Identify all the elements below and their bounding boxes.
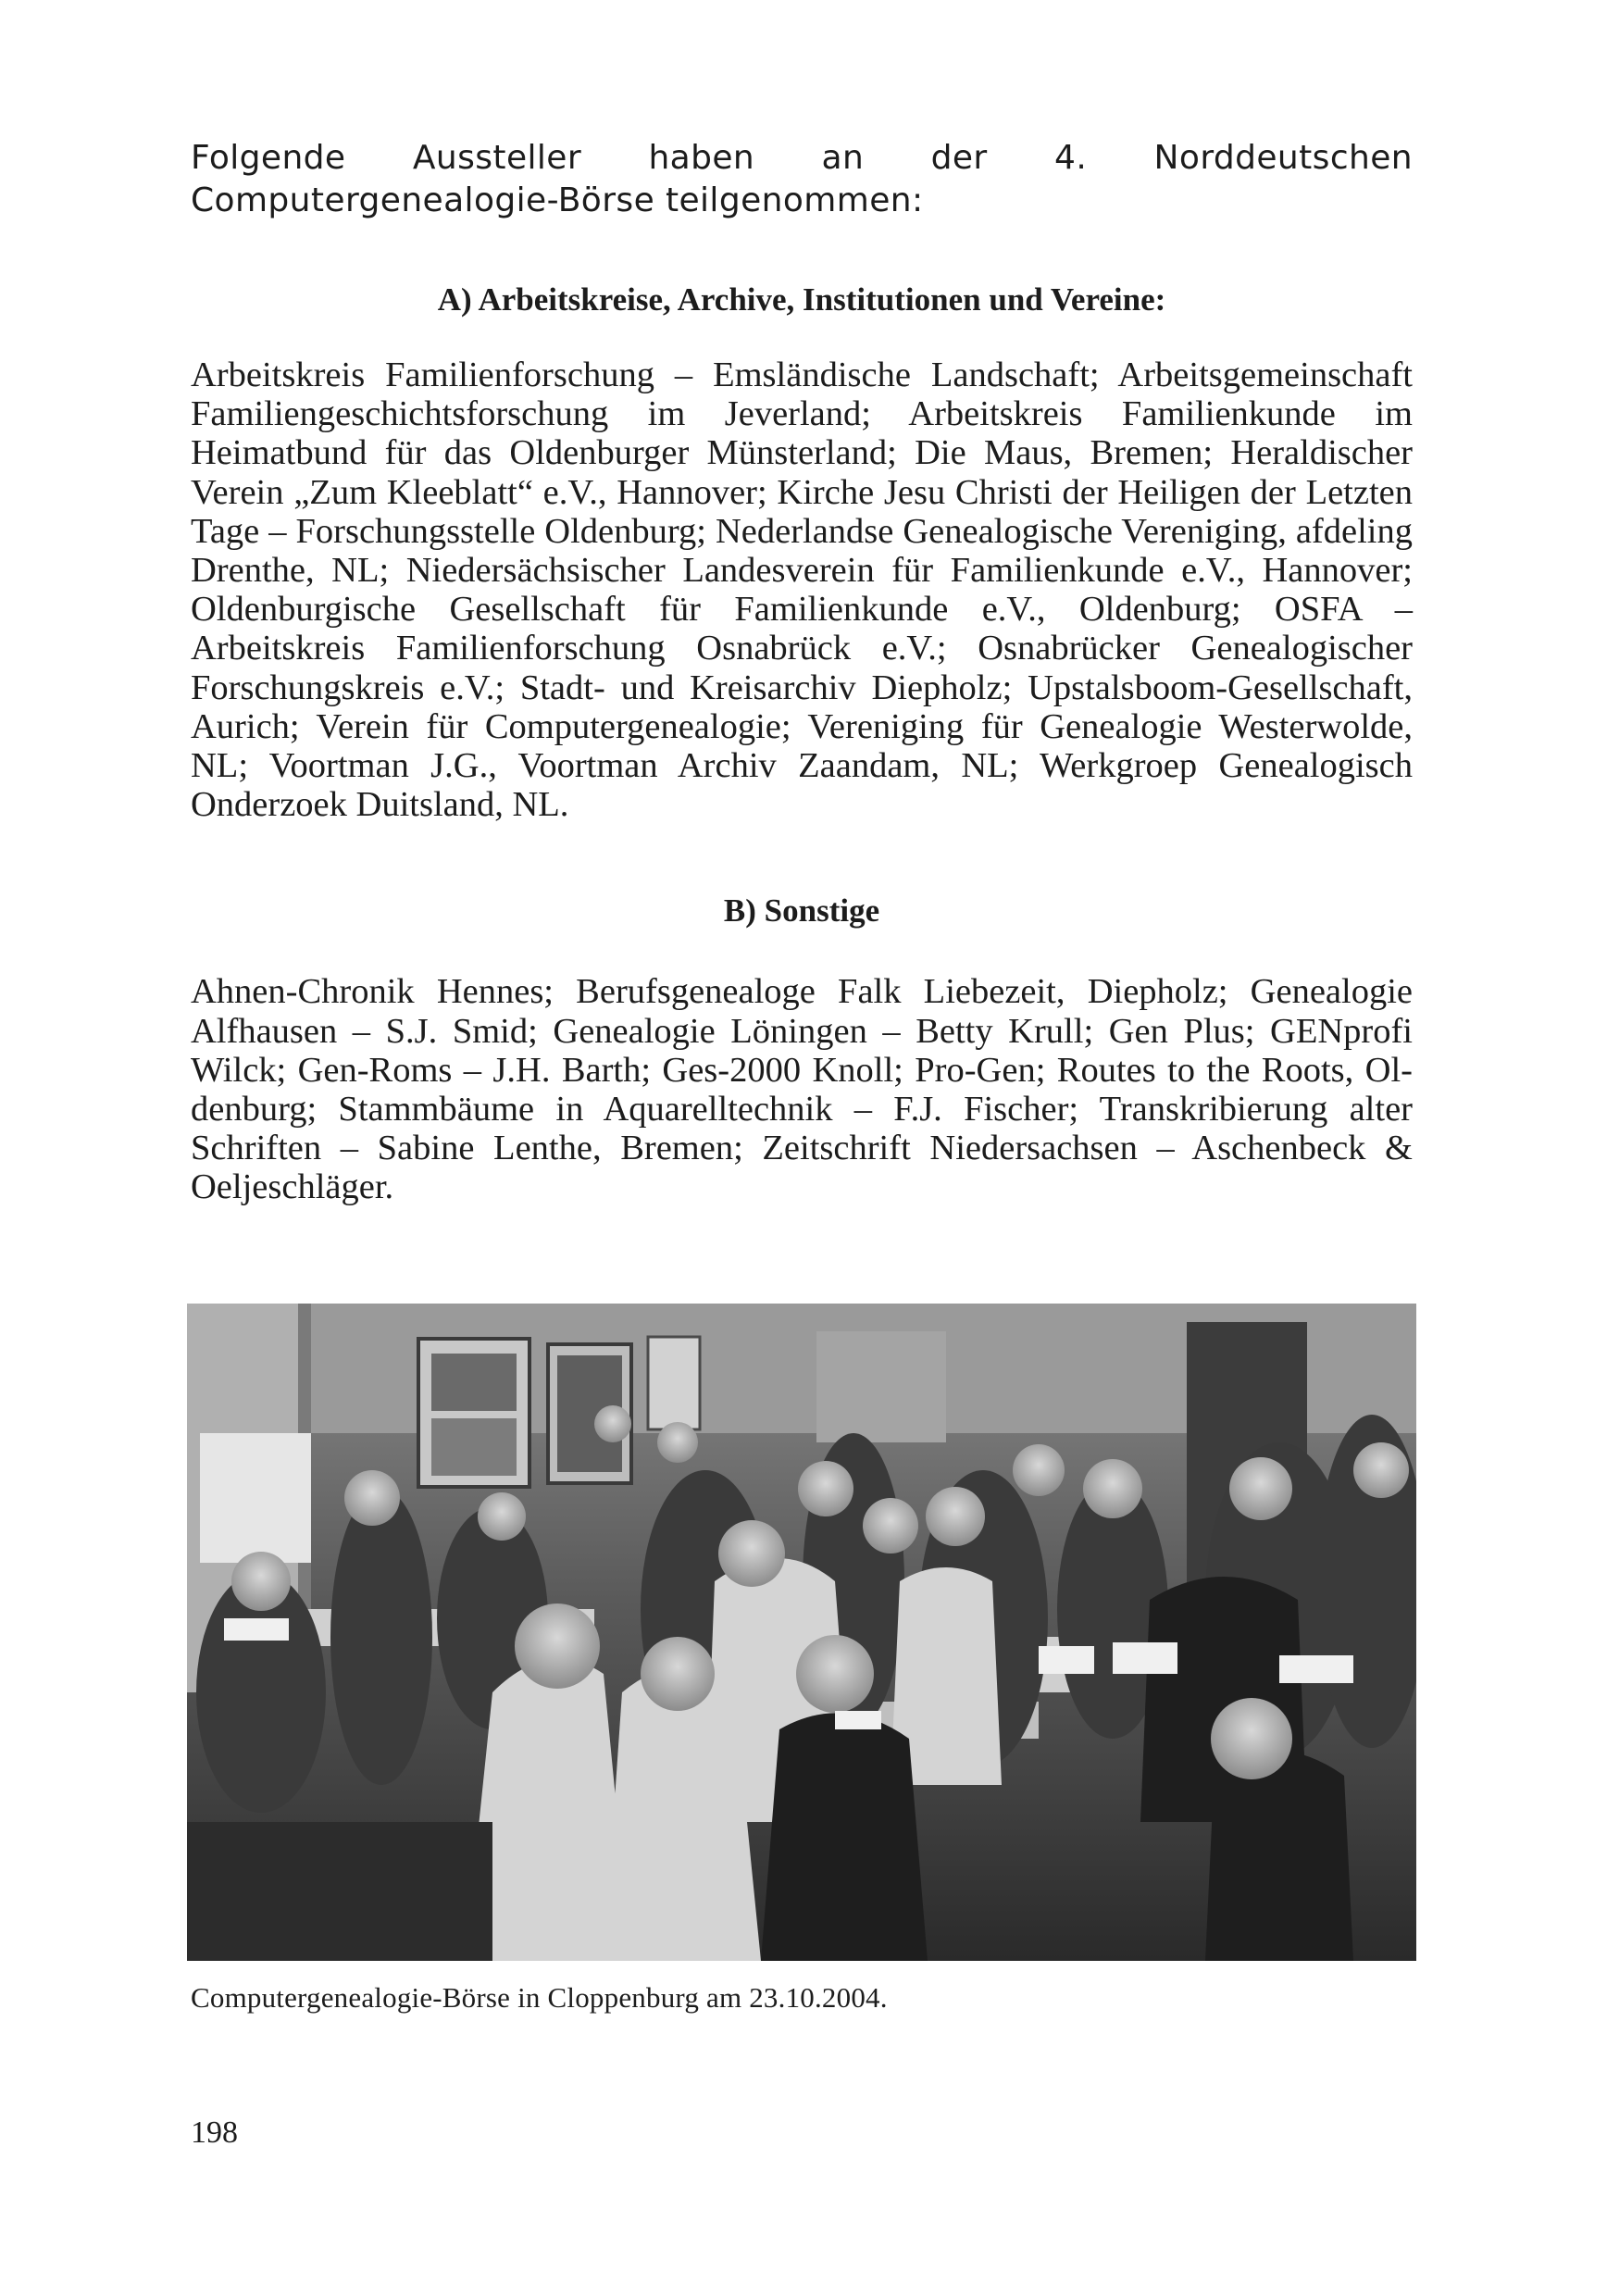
page-number: 198 [191,2115,238,2150]
section-a-text: Arbeitskreis Familienforschung – Emsländische Landschaft; Arbeitsgemeinschaft Familiengeschichtsforschung im Jeverland; Arbeitskreis Familienkunde im Heimatbund für das Oldenburger Münsterland; Die Maus, Bremen; Heraldischer Verein „Zum Kleeblatt“ e.V., Hannover; Kirche Jesu Christi der Heiligen der Letzten Tage – Forschungsstelle Oldenburg; Nederlandse Genealogische Vereniging, afdeling Drenthe, NL; Niedersächsischer Landesverein für Familienkunde e.V., Hannover; Oldenburgische Gesellschaft für Familienkunde e.V., Oldenburg; OSFA – Arbeitskreis Familienforschung Osnabrück e.V.; Osnabrücker Genealogischer Forschungskreis e.V.; Stadt- und Kreisarchiv Diepholz; Upstalsboom-Gesellschaft, Aurich; Verein für Computergenealogie; Vereniging für Genealogie Westerwolde, NL; Voortman J.G., Voortman Archiv Zaandam, NL; Werkgroep Genealogisch Onderzoek Duitsland, NL. [191,356,1413,825]
event-photo [187,1304,1416,1961]
photo-caption: Computergenealogie-Börse in Cloppenburg am 23.10.2004. [191,1981,888,2014]
section-a-heading: A) Arbeitskreise, Archive, Institutionen und Vereine: [437,281,1166,318]
section-b-text: Ahnen-Chronik Hennes; Berufsgenealoge Falk Liebezeit, Diepholz; Genealogie Alfhausen – S.J. Smid; Genealogie Löningen – Betty Krull; Gen Plus; GENprofi Wilck; Gen-Roms – J.H. Barth; Ges-2000 Knoll; Pro-Gen; Routes to the Roots, Oldenburg; Stammbäume in Aquarelltechnik – F.J. Fischer; Transkribierung alter Schriften – Sabine Lenthe, Bremen; Zeitschrift Niedersachsen – Aschenbeck & Oeljeschläger. [191,972,1413,1207]
intro-text: Folgende Aussteller haben an der 4. Norddeutschen Computergenealogie-Börse teilgenommen: [191,139,1413,219]
section-b-heading: B) Sonstige [723,892,880,930]
page-body [191,137,1413,1207]
